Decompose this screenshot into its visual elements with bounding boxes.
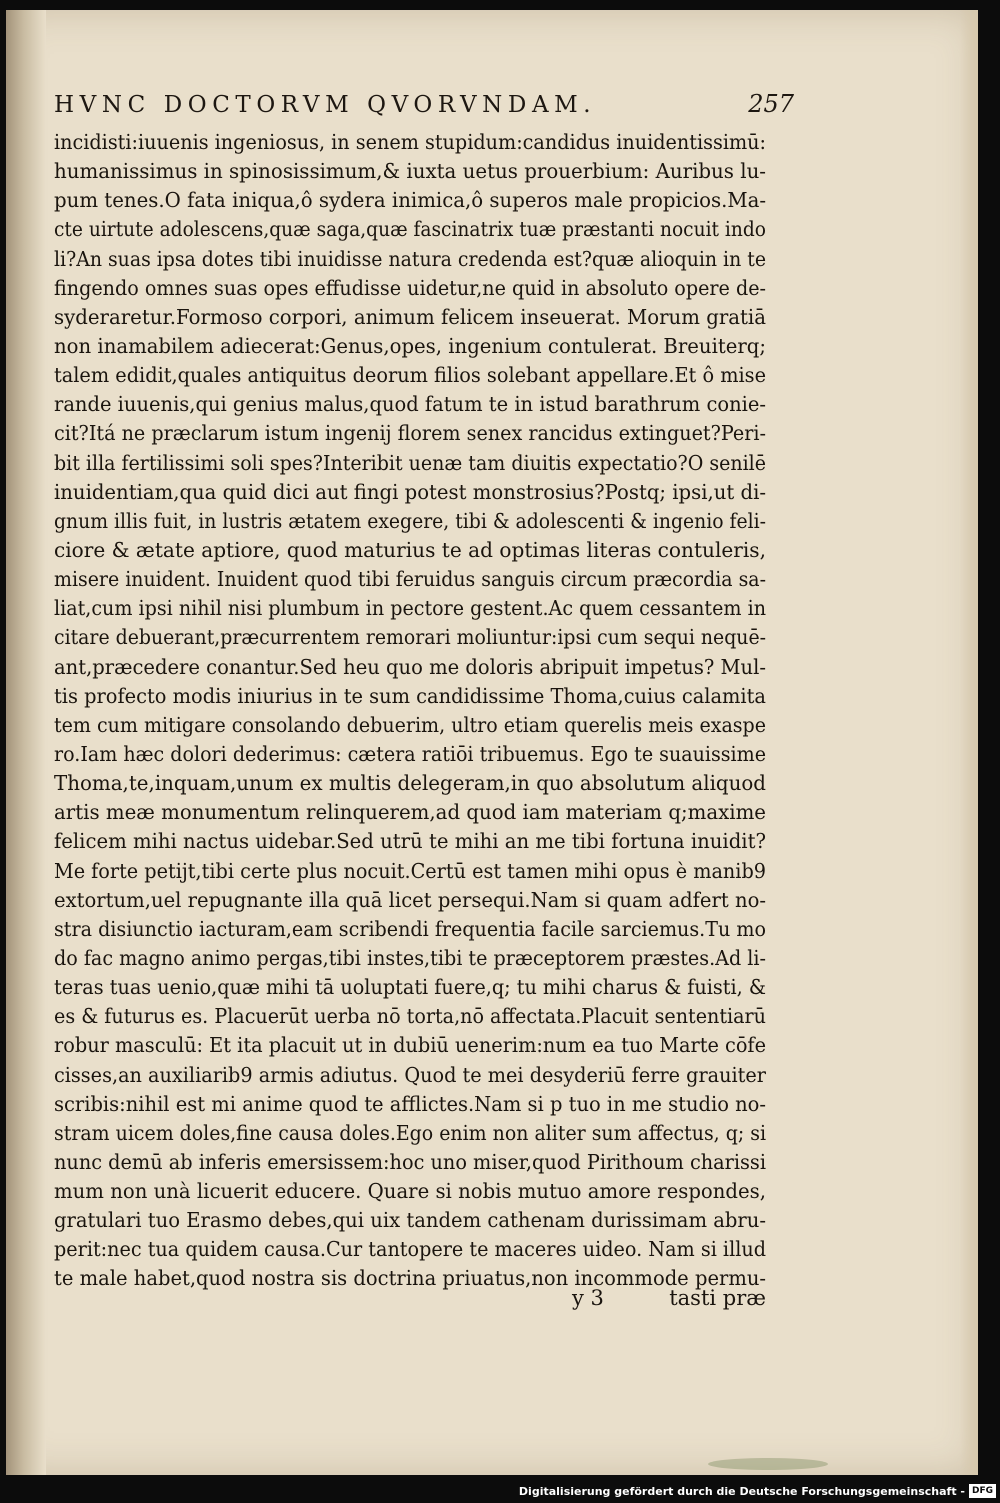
text-line: rande iuuenis,qui genius malus,quod fatum te in istud barathrum conie- (54, 392, 766, 417)
text-line: gnum illis fuit, in lustris ætatem exegere, tibi & adolescenti & ingenio feli- (54, 508, 766, 533)
text-line: citare debuerant,præcurrentem remorari moliuntur:ipsi cum sequi nequē- (54, 625, 766, 650)
text-line: artis meæ monumentum relinquerem,ad quod iam materiam q;maxime (54, 800, 766, 825)
text-line: robur masculū: Et ita placuit ut in dubiū uenerim:num ea tuo Marte cōfe (54, 1033, 766, 1058)
text-line: perit:nec tua quidem causa.Cur tantopere te maceres uideo. Nam si illud (54, 1237, 766, 1262)
text-line: teras tuas uenio,quæ mihi tā uoluptati fuere,q; tu mihi charus & fuisti, & (54, 975, 766, 1000)
text-line: felicem mihi nactus uidebar.Sed utrū te mihi an me tibi fortuna inuidit? (54, 829, 766, 854)
page-header (54, 88, 794, 118)
text-line: non inamabilem adiecerat:Genus,opes, ingenium contulerat. Breuiterq; (54, 333, 766, 358)
text-line: stra disiunctio iacturam,eam scribendi frequentia facile sarciemus.Tu mo (54, 916, 766, 941)
text-line: talem edidit,quales antiquitus deorum filios solebant appellare.Et ô mise (54, 363, 766, 388)
text-line: ant,præcedere conantur.Sed heu quo me doloris abripuit impetus? Mul- (54, 654, 766, 679)
text-line: te male habet,quod nostra sis doctrina priuatus,non incommode permu- (54, 1266, 766, 1291)
credit-text: Digitalisierung gefördert durch die Deutsche Forschungsgemeinschaft - (518, 1484, 965, 1498)
page-spine-shadow (6, 10, 46, 1475)
text-line: fingendo omnes suas opes effudisse uidetur,ne quid in absoluto opere de- (54, 275, 766, 300)
page-number: 257 (748, 90, 794, 118)
text-line: Me forte petijt,tibi certe plus nocuit.Certū est tamen mihi opus è manib9 (54, 858, 766, 883)
text-line: Thoma,te,inquam,unum ex multis delegeram,in quo absolutum aliquod (54, 771, 766, 796)
text-line: nunc demū ab inferis emersissem:hoc uno miser,quod Pirithoum charissi (54, 1149, 766, 1174)
catchword: tasti præ (669, 1286, 766, 1310)
text-line: misere inuident. Inuident quod tibi feruidus sanguis circum præcordia sa- (54, 567, 766, 592)
text-line: gratulari tuo Erasmo debes,qui uix tandem cathenam durissimam abru- (54, 1208, 766, 1233)
text-line: cte uirtute adolescens,quæ saga,quæ fascinatrix tuæ præstanti nocuit indo (54, 217, 766, 242)
text-line: liat,cum ipsi nihil nisi plumbum in pectore gestent.Ac quem cessantem in (54, 596, 766, 621)
running-head: HVNC DOCTORVM QVORVNDAM. (54, 92, 597, 118)
digitization-credit (519, 1483, 996, 1499)
text-line: scribis:nihil est mi anime quod te afflictes.Nam si p tuo in me studio no- (54, 1091, 766, 1116)
text-line: pum tenes.O fata iniqua,ô sydera inimica,ô superos male propicios.Ma- (54, 188, 766, 213)
text-line: mum non unà licuerit educere. Quare si nobis mutuo amore respondes, (54, 1179, 766, 1204)
text-line: cisses,an auxiliarib9 armis adiutus. Quod te mei desyderiū ferre grauiter (54, 1062, 766, 1087)
text-line: incidisti:iuuenis ingeniosus, in senem stupidum:candidus inuidentissimū: (54, 130, 766, 154)
text-line: tem cum mitigare consolando debuerim, ultro etiam querelis meis exaspe (54, 712, 766, 737)
text-line: li?An suas ipsa dotes tibi inuidisse natura credenda est?quæ alioquin in te (54, 246, 766, 271)
text-line: ro.Iam hæc dolori dederimus: cætera ratiōi tribuemus. Ego te suauissime (54, 741, 766, 766)
text-line: do fac magno animo pergas,tibi instes,tibi te præceptorem præstes.Ad li- (54, 945, 766, 970)
text-line: syderaretur.Formoso corpori, animum felicem inseuerat. Morum gratiā (54, 304, 766, 329)
paper-stain (708, 1458, 828, 1470)
text-line: extortum,uel repugnante illa quā licet persequi.Nam si quam adfert no- (54, 887, 766, 912)
body-text (54, 128, 766, 1294)
dfg-logo-icon: DFG (969, 1484, 996, 1498)
signature-mark: y 3 (572, 1286, 604, 1310)
page-footer (54, 1286, 766, 1316)
text-line: es & futurus es. Placuerūt uerba nō torta,nō affectata.Placuit sententiarū (54, 1004, 766, 1029)
text-line: ciore & ætate aptiore, quod maturius te ad optimas literas contuleris, (54, 537, 766, 562)
text-line: humanissimus in spinosissimum,& iuxta uetus prouerbium: Auribus lu- (54, 159, 766, 184)
text-line: stram uicem doles,fine causa doles.Ego enim non aliter sum affectus, q; si (54, 1120, 766, 1145)
text-line: inuidentiam,qua quid dici aut fingi potest monstrosius?Postq; ipsi,ut di- (54, 479, 766, 504)
page-edge (960, 10, 978, 1475)
text-line: tis profecto modis iniurius in te sum candidissime Thoma,cuius calamita (54, 683, 766, 708)
text-line: bit illa fertilissimi soli spes?Interibit uenæ tam diuitis expectatio?O senilē (54, 450, 766, 475)
book-page (6, 10, 978, 1475)
text-line: cit?Itá ne præclarum istum ingenij florem senex rancidus extinguet?Peri- (54, 421, 766, 446)
